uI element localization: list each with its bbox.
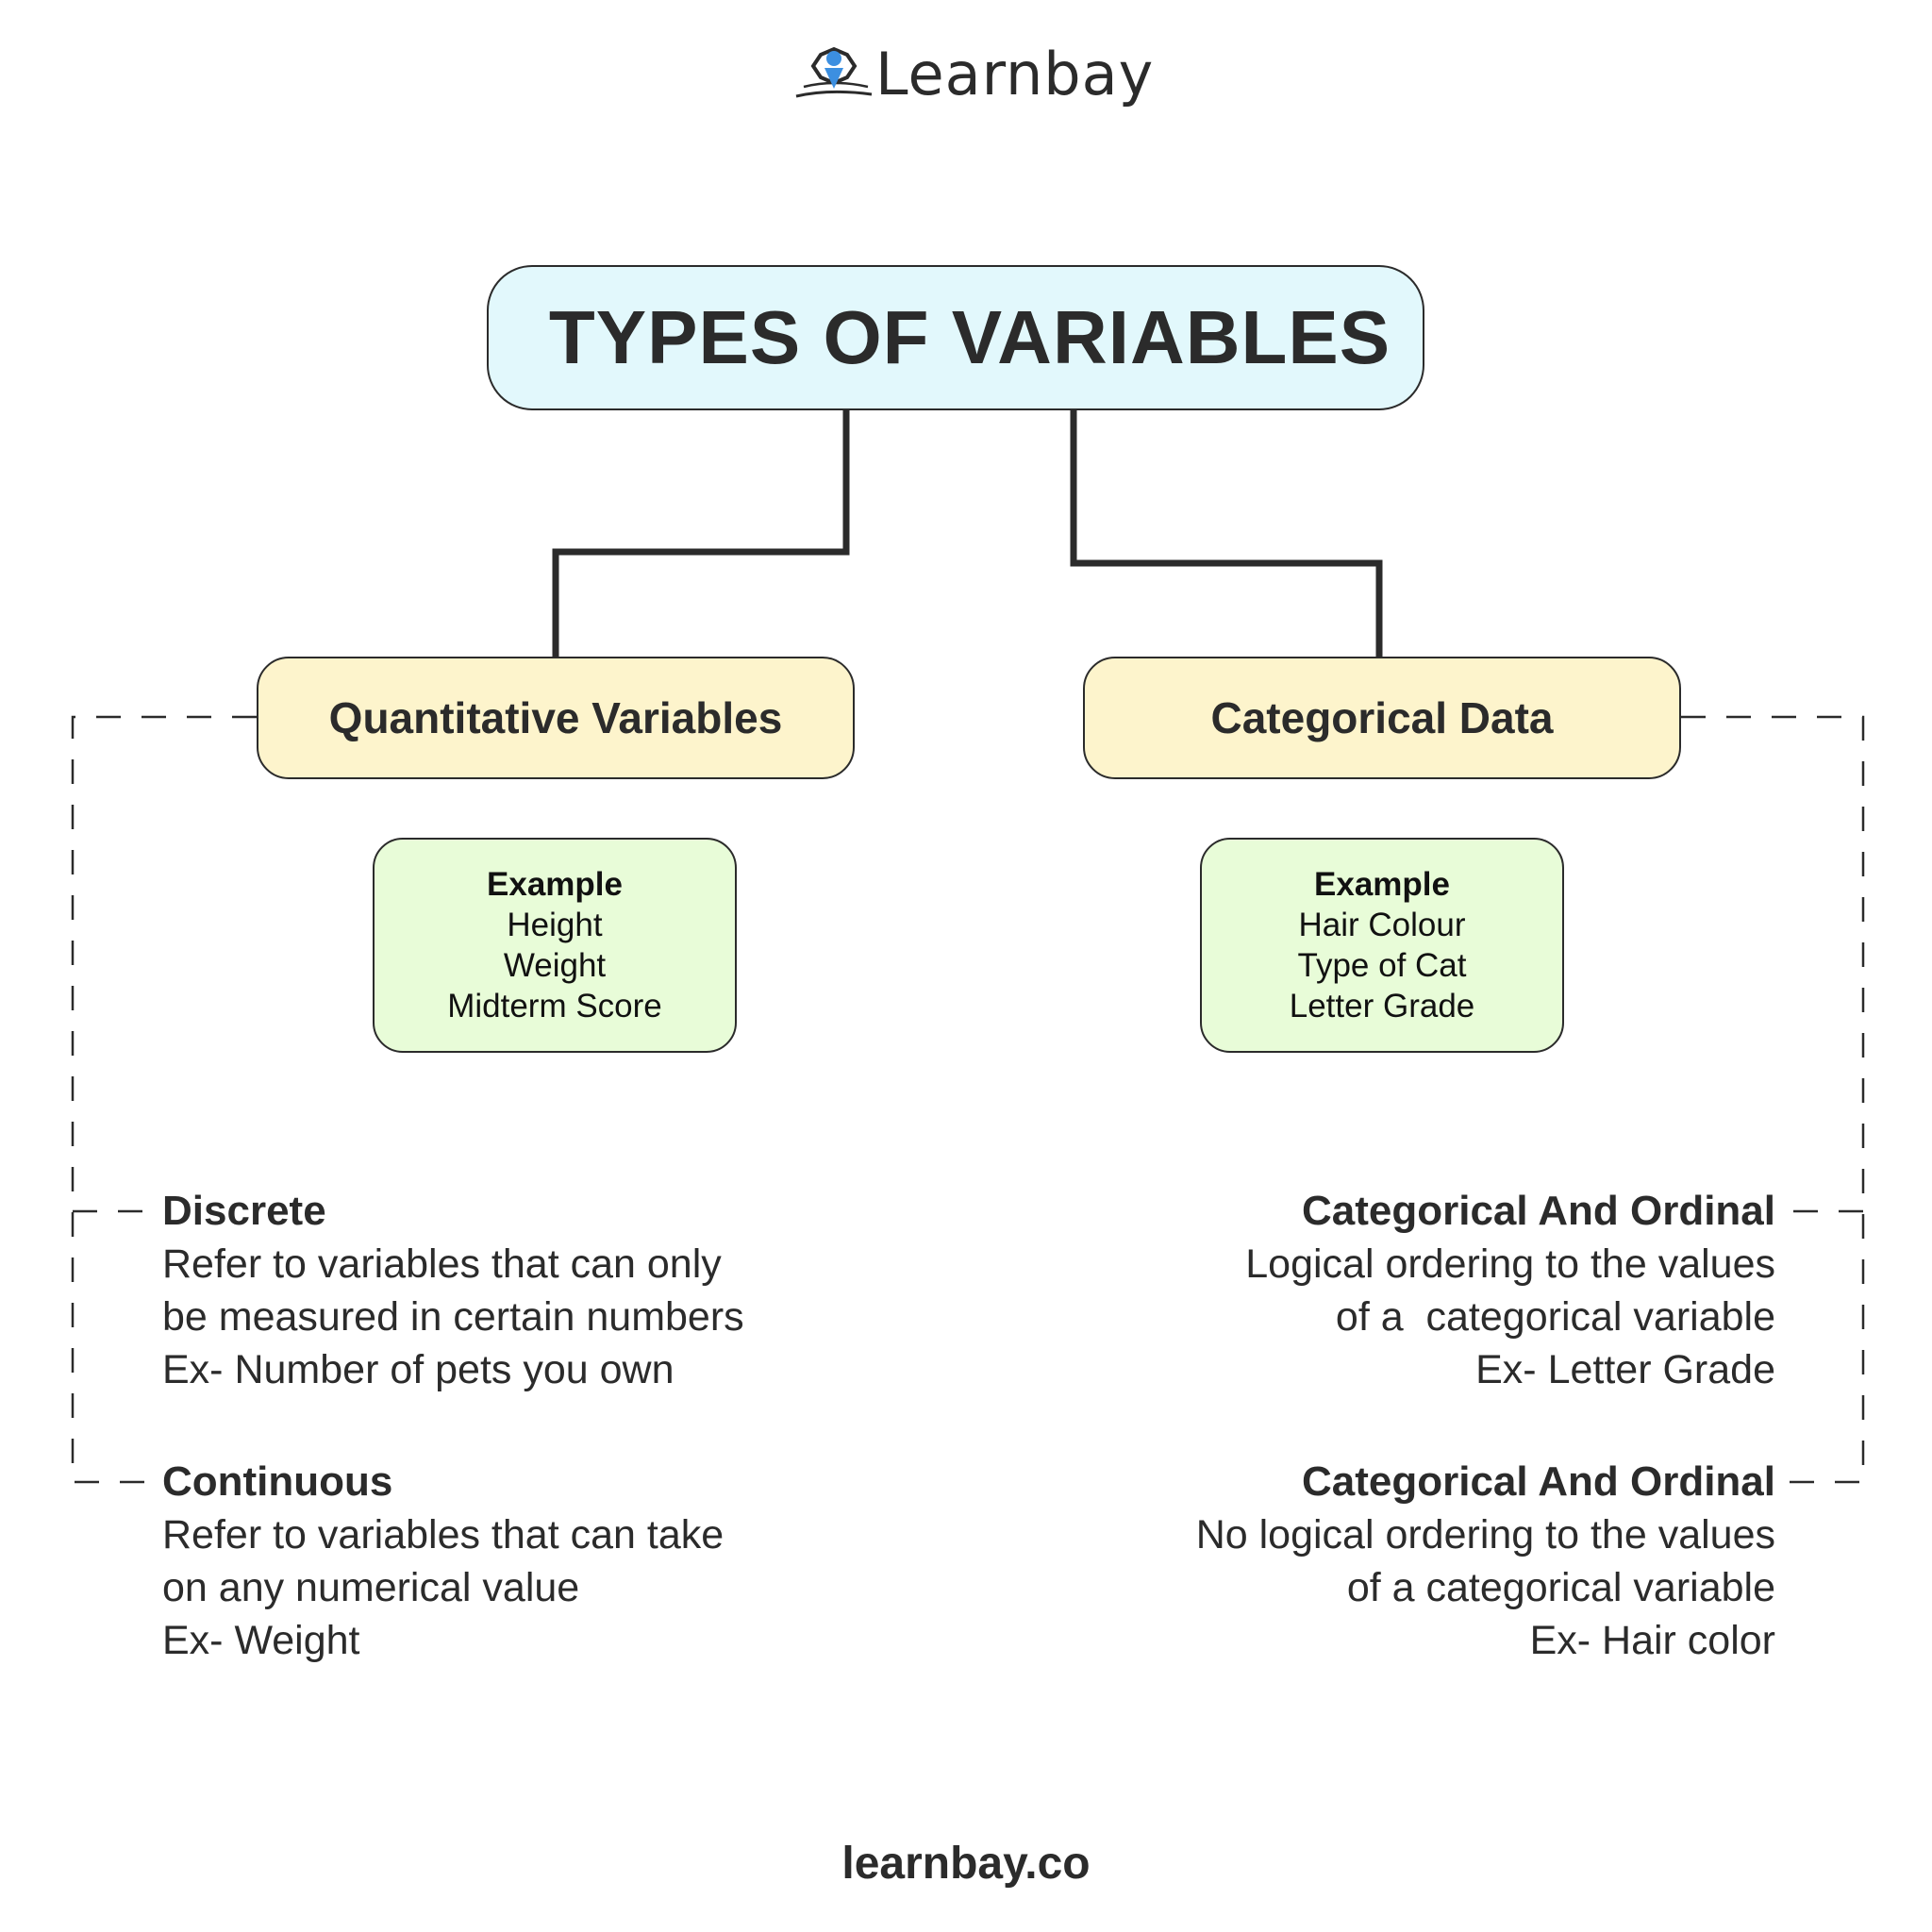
ordinal-heading: Categorical And Ordinal	[1301, 1188, 1775, 1234]
example-item: Letter Grade	[1289, 988, 1475, 1024]
categorical-example-box	[1200, 838, 1564, 1053]
description-line: No logical ordering to the values	[1195, 1512, 1775, 1557]
example-heading: Example	[487, 866, 623, 903]
example-item: Height	[507, 907, 603, 943]
quantitative-variables-box	[257, 657, 855, 779]
title-box	[487, 265, 1424, 410]
logo-wordmark: Learnbay	[875, 40, 1155, 108]
description-line: Refer to variables that can only	[162, 1241, 722, 1287]
description-line: of a categorical variable	[1346, 1565, 1775, 1610]
example-item: Midterm Score	[447, 988, 662, 1024]
example-item: Type of Cat	[1297, 947, 1467, 984]
example-heading: Example	[1314, 866, 1450, 903]
quantitative-example-box	[373, 838, 737, 1053]
continuous-heading: Continuous	[162, 1458, 393, 1505]
learnbay-logo	[792, 34, 1155, 109]
description-line: Ex- Hair color	[1529, 1618, 1775, 1663]
example-item: Hair Colour	[1298, 907, 1466, 943]
diagram-title: TYPES OF VARIABLES	[548, 295, 1391, 379]
description-line: be measured in certain numbers	[162, 1294, 744, 1340]
description-line: Ex- Letter Grade	[1475, 1347, 1775, 1392]
description-line: Ex- Number of pets you own	[162, 1347, 675, 1392]
footer-url: learnbay.co	[841, 1839, 1091, 1889]
description-line: Logical ordering to the values	[1245, 1241, 1775, 1287]
connector-to-categorical	[1074, 410, 1379, 657]
learnbay-logo-icon	[792, 34, 877, 109]
continuous-description	[162, 1456, 724, 1667]
example-item: Weight	[503, 947, 607, 984]
discrete-heading: Discrete	[162, 1188, 326, 1234]
nominal-description	[1196, 1456, 1775, 1667]
nominal-heading: Categorical And Ordinal	[1301, 1458, 1775, 1505]
categorical-data-box	[1083, 657, 1681, 779]
connector-to-quantitative	[556, 410, 846, 657]
description-line: of a categorical variable	[1335, 1294, 1775, 1340]
ordinal-description	[1245, 1185, 1775, 1396]
discrete-description	[162, 1185, 744, 1396]
description-line: Ex- Weight	[162, 1618, 360, 1663]
categorical-data-label: Categorical Data	[1210, 693, 1554, 742]
description-line: Refer to variables that can take	[162, 1512, 724, 1557]
description-line: on any numerical value	[162, 1565, 580, 1610]
quantitative-variables-label: Quantitative Variables	[328, 693, 783, 742]
